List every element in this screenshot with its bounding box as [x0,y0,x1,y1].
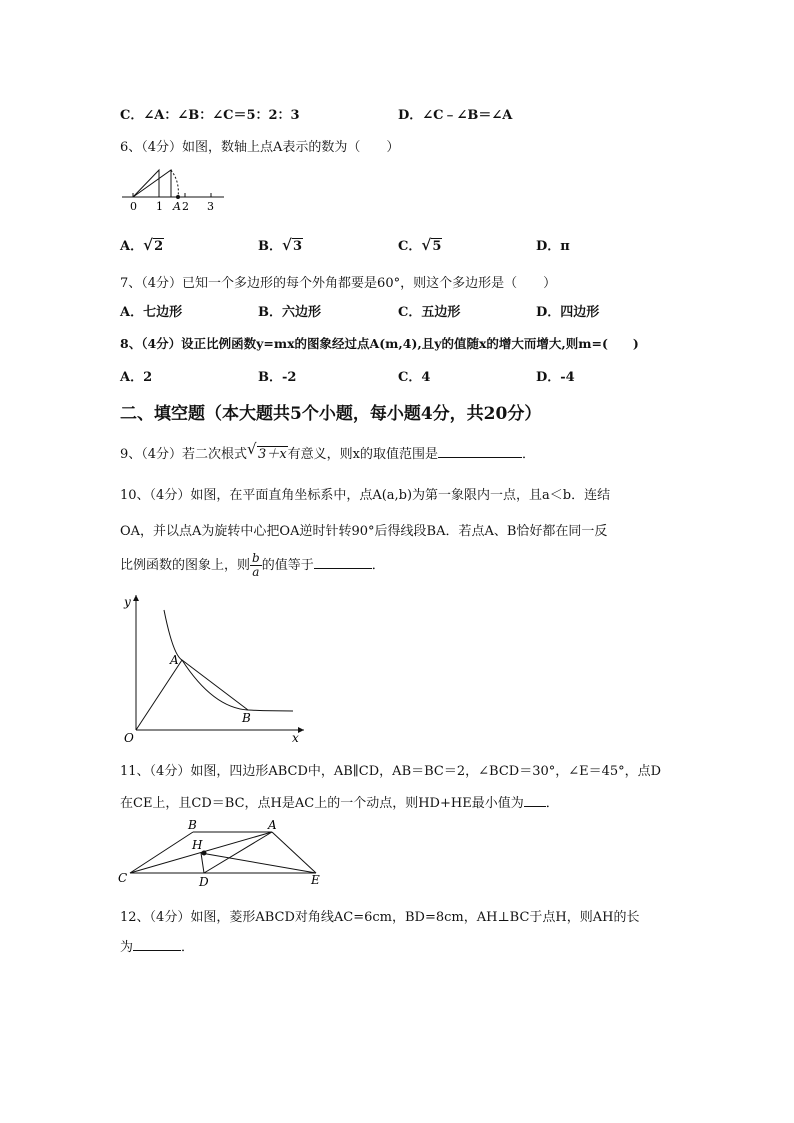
q7-option-c: C．五边形 [398,305,461,320]
section-2-title: 二、填空题（本大题共5个小题，每小题4分，共20分） [120,404,542,424]
q6-label-a: A [173,200,181,213]
q10-label-o: O [124,731,134,745]
q12-line-1: 12、（4分）如图，菱形ABCD对角线AC=6cm，BD=8cm，AH⊥BC于点H，则AH的长 [120,910,640,925]
q10-label-x: x [292,731,299,745]
b-over-a-fraction: $\frac{b}{a}$ [252,551,260,579]
q6-number-line-figure [118,164,230,214]
q7-option-a: A．七边形 [120,305,183,320]
q8-option-a: A．2 [120,370,153,385]
q11-quadrilateral-figure [116,818,326,890]
q6-label-0: 0 [130,200,137,213]
q5-option-c: C．∠A：∠B：∠C＝5：2：3 [120,108,300,123]
q9-answer-blank[interactable] [438,445,522,458]
q8-option-b: B．-2 [258,370,297,385]
q8-option-c: C．4 [398,370,431,385]
q10-line-3: 比例函数的图象上，则 $\frac{b}{a}$ 的值等于 ． [120,551,385,579]
q11-label-e: E [311,873,320,887]
q10-answer-blank[interactable] [314,556,372,569]
q6-option-d: D．π [536,239,570,254]
q6-stem: 6、（4分）如图，数轴上点A表示的数为（ ） [120,140,400,155]
q11-line-1: 11、（4分）如图，四边形ABCD中，AB∥CD，AB＝BC＝2，∠BCD＝30°，∠E＝45°，点D [120,764,662,779]
q11-label-h: H [192,838,203,852]
q11-label-d: D [199,875,209,889]
q10-line-1: 10、（4分）如图，在平面直角坐标系中，点A(a,b)为第一象限内一点，且a＜b．连结 [120,488,611,503]
q6-option-b: B． √ 3 [258,236,303,254]
q7-stem: 7、（4分）已知一个多边形的每个外角都要是60°，则这个多边形是（ ） [120,276,557,291]
q7-option-b: B．六边形 [258,305,321,320]
q6-label-3: 3 [207,200,214,213]
q6-label-2: 2 [182,200,189,213]
q10-label-b: B [242,711,251,725]
q11-line-2: 在CE上，且CD＝BC，点H是AC上的一个动点，则HD+HE最小值为 ． [120,796,559,811]
q10-coordinate-figure [118,590,308,746]
q11-label-b: B [188,818,197,832]
q10-line-2: OA，并以点A为旋转中心把OA逆时针转90°后得线段BA．若点A、B恰好都在同一反 [120,524,608,539]
q8-option-d: D．-4 [536,370,575,385]
q8-stem: 8、（4分）设正比例函数y=mx的图象经过点A(m,4),且y的值随x的增大而增大,则m=( ) [120,336,639,351]
q10-label-y: y [124,595,131,609]
q6-option-a: A． √ 2 [120,236,164,254]
q11-label-c: C [118,871,128,885]
q9-stem: 9、（4分）若二次根式 √ 3＋x有意义，则x的取值范围是 ． [120,440,536,462]
q7-option-d: D．四边形 [536,305,600,320]
q6-option-c: C． √ 5 [398,236,442,254]
q6-label-1: 1 [156,200,163,213]
q11-label-a: A [268,818,277,832]
q10-label-a: A [170,653,179,667]
q11-answer-blank[interactable] [524,794,546,807]
q12-line-2: 为 ． [120,940,195,955]
q5-option-d: D．∠C﹣∠B＝∠A [398,108,513,123]
q12-answer-blank[interactable] [133,938,181,951]
